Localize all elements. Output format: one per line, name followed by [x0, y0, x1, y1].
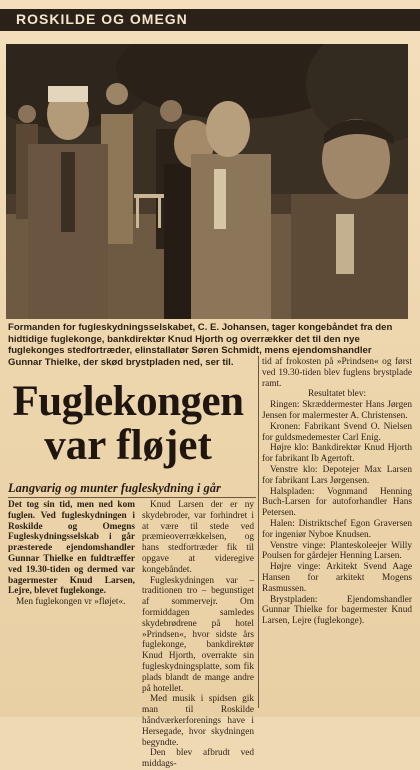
article-paragraph: Fugleskydningen var – traditionen tro – begunstiget af sommervejr. Om formiddagen samledes skydebrødrene på hotel »Prindsen«, hvor sidste års fuglekonge, bankdirektør Knud Hjorth, overrakte sin fugleskydningsplatte, som fik plads blandt de mange andre på hotellet. [142, 575, 254, 694]
result-item: Højre vinge: Arkitekt Svend Aage Hansen for arkitekt Mogens Rasmussen. [262, 562, 412, 594]
subhead-rule [8, 497, 256, 498]
photo-caption: Formanden for fugleskydningsselskabet, C. E. Johansen, tager kongebåndet fra den hidtidige fuglekonge, bankdirektør Knud Hjorth og overrækker det til den nye fuglekonges stedfortræder, elinstallatør Søren Schmidt, mens ejendomshandler Gunnar Thielke, der skød brystpladen ned, ser til. [8, 322, 393, 368]
results-heading: Resultatet blev: [307, 389, 367, 400]
result-item: Ringen: Skræddermester Hans Jørgen Jensen for malermester A. Christensen. [262, 400, 412, 421]
result-item: Venstre klo: Depotejer Max Larsen for fabrikant Lars Jørgensen. [262, 464, 412, 486]
result-item: Halspladen: Vognmand Henning Buch-Larsen for autoforhandler Hans Petersen. [262, 486, 412, 519]
article-paragraph: tid af frokosten på »Prindsen« og først ved 19.30-tiden blev fuglens brystplade ramt. [262, 357, 412, 389]
result-item: Kronen: Fabrikant Svend O. Nielsen for guldsmedemester Carl Enig. [262, 421, 412, 443]
article-paragraph: Men fuglekongen vr »fløjet«. [16, 597, 126, 608]
article-column-3 [262, 357, 412, 627]
photo-illustration [6, 44, 408, 319]
headline-line-2: var fløjet [44, 422, 212, 469]
headline [8, 380, 248, 468]
article-paragraph: Den blev afbrudt ved middags- [142, 748, 254, 770]
result-item: Venstre vinge: Planteskoleejer Willy Poulsen for gårdejer Henning Larsen. [262, 540, 412, 562]
result-item: Brystpladen: Ejendomshandler Gunnar Thielke for bagermester Knud Larsen, Lejre (fuglekonge). [262, 594, 412, 627]
section-title: ROSKILDE OG OMEGN [16, 11, 188, 27]
article-column-2 [142, 500, 254, 770]
article-paragraph: Med musik i spidsen gik man til Roskilde håndværkerforenings have i Hersegade, hvor skydningen begyndte. [142, 694, 254, 748]
result-item: Højre klo: Bankdirektør Knud Hjorth for fabrikant Ib Agertoft. [262, 443, 412, 465]
article-lead: Det tog sin tid, men ned kom fuglen. Ved fugleskydningen i Roskilde og Omegns Fugleskydningsselskab i går præsterede ejendomshandler Gunnar Thielke en fuldtræffer ved 19.30-tiden og dermed var bagermester Knud Larsen, Lejre, blevet fuglekonge. [8, 500, 135, 597]
headline-line-1: Fuglekongen [12, 378, 244, 425]
subheadline: Langvarig og munter fugleskydning i går [8, 481, 221, 495]
article-column-1 [8, 500, 135, 608]
result-item: Halen: Distriktschef Egon Graversen for ingeniør Nyboe Knudsen. [262, 518, 412, 540]
news-photo [6, 44, 408, 319]
article-paragraph: Knud Larsen der er ny skydebroder, var forhindret i at være til stede ved præmieoverrækkelsen, og hans stedfortræder fik til opgave at videregive kongebåndet. [142, 500, 254, 575]
column-divider [258, 356, 259, 708]
